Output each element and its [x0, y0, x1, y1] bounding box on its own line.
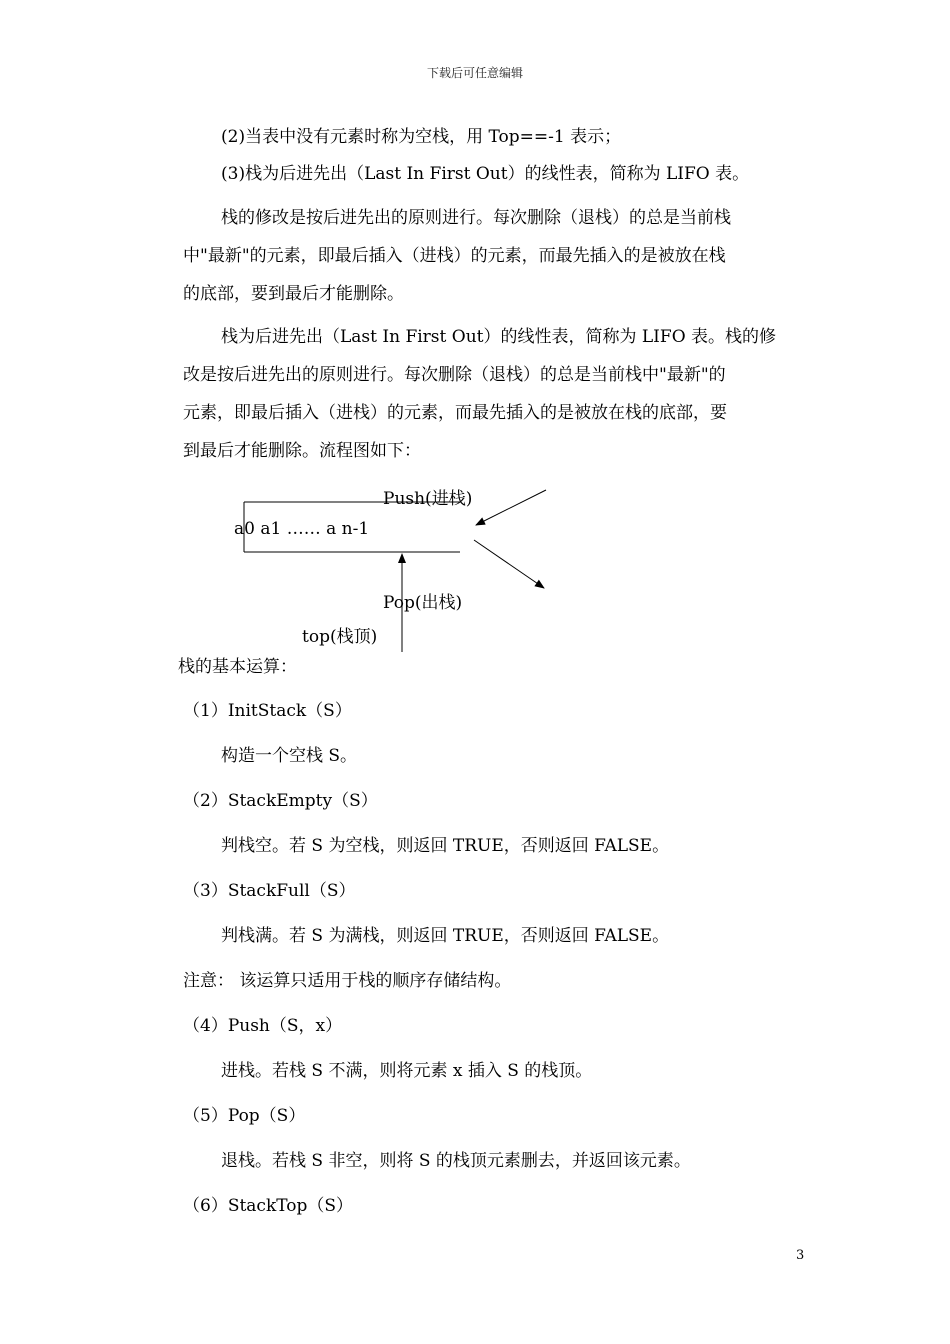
text-line: 退栈。若栈 S 非空，则将 S 的栈顶元素删去，并返回该元素。: [221, 1151, 691, 1171]
text-line: 注意： 该运算只适用于栈的顺序存储结构。: [183, 971, 512, 991]
text-line: 判栈满。若 S 为满栈，则返回 TRUE，否则返回 FALSE。: [221, 926, 670, 946]
text-line: 构造一个空栈 S。: [221, 746, 358, 766]
text-line: 栈的修改是按后进先出的原则进行。每次删除（退栈）的总是当前栈: [221, 208, 731, 228]
text-line: 进栈。若栈 S 不满，则将元素 x 插入 S 的栈顶。: [221, 1061, 593, 1081]
page-number: 3: [796, 1248, 805, 1263]
text-line: （3）StackFull（S）: [183, 881, 356, 901]
text-line: (2)当表中没有元素时称为空栈，用 Top==-1 表示；: [221, 127, 622, 147]
text-line: 判栈空。若 S 为空栈，则返回 TRUE，否则返回 FALSE。: [221, 836, 670, 856]
text-line: （4）Push（S，x）: [183, 1016, 343, 1036]
text-line: 栈的基本运算：: [178, 657, 297, 677]
pop-label: Pop(出栈): [383, 593, 463, 613]
top-label: top(栈顶): [302, 627, 378, 647]
stack-elements-label: a0 a1 …… a n-1: [234, 519, 370, 539]
page-header: 下载后可任意编辑: [426, 66, 523, 80]
push-arrow: [476, 490, 546, 525]
text-line: （2）StackEmpty（S）: [183, 791, 378, 811]
push-label: Push(进栈): [383, 489, 473, 509]
text-line: 中"最新"的元素，即最后插入（进栈）的元素，而最先插入的是被放在栈: [183, 246, 726, 266]
text-line: (3)栈为后进先出（Last In First Out）的线性表，简称为 LIFO 表。: [221, 164, 750, 184]
text-line: 到最后才能删除。流程图如下：: [183, 441, 421, 461]
text-line: 改是按后进先出的原则进行。每次删除（退栈）的总是当前栈中"最新"的: [183, 365, 726, 385]
text-line: 栈为后进先出（Last In First Out）的线性表，简称为 LIFO 表。栈的修: [221, 327, 777, 347]
stack-diagram: [230, 482, 560, 652]
text-line: （5）Pop（S）: [183, 1106, 306, 1126]
text-line: （6）StackTop（S）: [183, 1196, 354, 1216]
text-line: 元素，即最后插入（进栈）的元素，而最先插入的是被放在栈的底部，要: [183, 403, 727, 423]
text-line: 的底部，要到最后才能删除。: [183, 284, 404, 304]
text-line: （1）InitStack（S）: [183, 701, 352, 721]
pop-arrow: [474, 540, 544, 588]
